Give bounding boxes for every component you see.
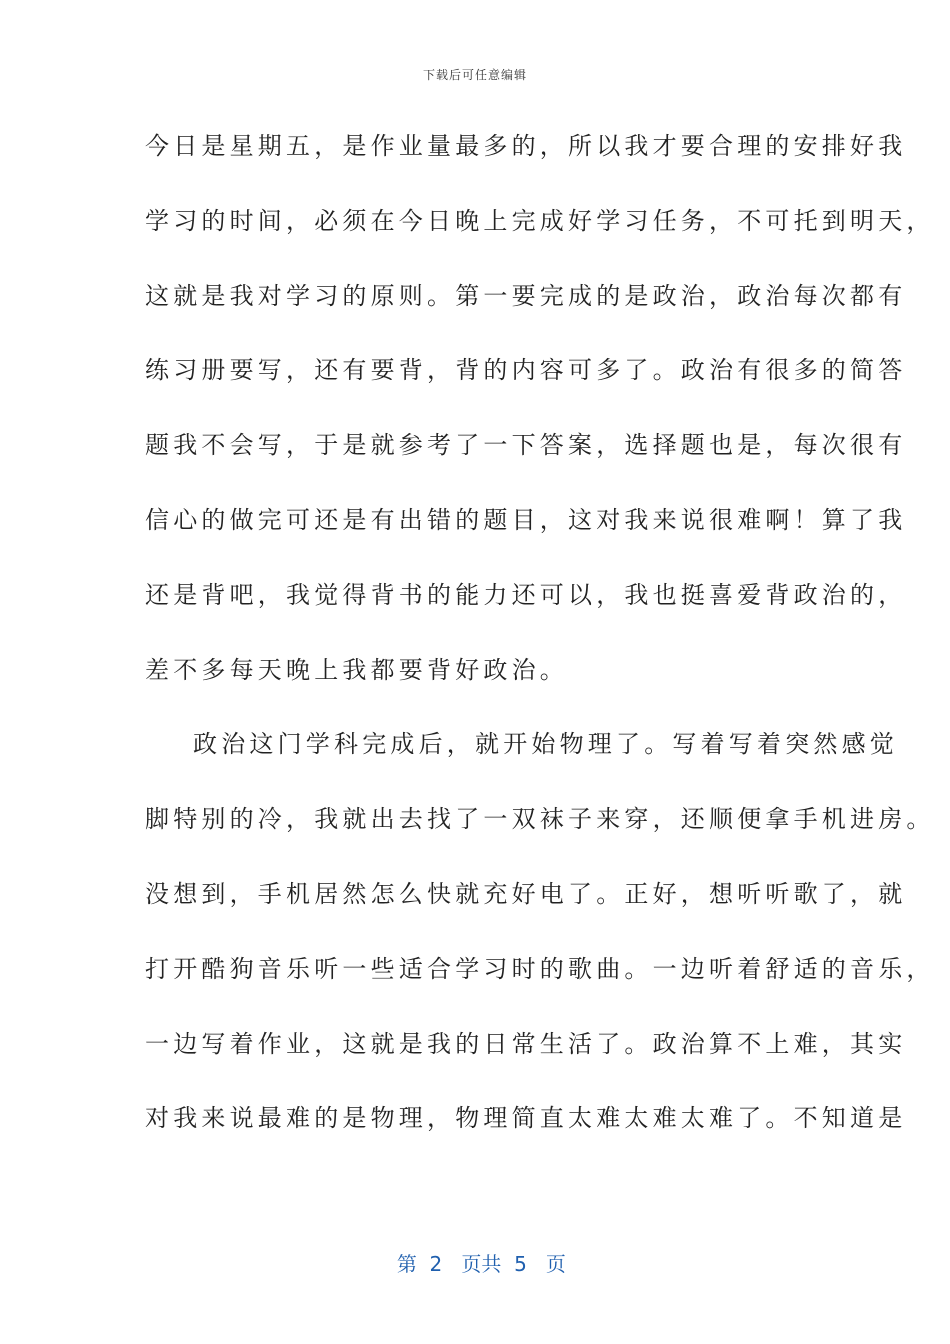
text-line: 信心的做完可还是有出错的题目，这对我来说很难啊！算了我 <box>145 505 907 534</box>
text-line: 还是背吧，我觉得背书的能力还可以，我也挺喜爱背政治的， <box>145 580 907 609</box>
text-line: 对我来说最难的是物理，物理简直太难太难太难了。不知道是 <box>145 1104 907 1133</box>
text-line: 这就是我对学习的原则。第一要完成的是政治，政治每次都有 <box>145 281 907 310</box>
text-line: 打开酷狗音乐听一些适合学习时的歌曲。一边听着舒适的音乐， <box>145 954 935 983</box>
text-line: 今日是星期五，是作业量最多的，所以我才要合理的安排好我 <box>145 132 907 160</box>
document-body <box>145 118 935 1165</box>
text-line: 练习册要写，还有要背，背的内容可多了。政治有很多的简答 <box>145 356 907 385</box>
page-number-label: 第 2 页共 5 页 <box>396 1252 566 1276</box>
page-footer <box>0 1224 950 1277</box>
text-line: 题我不会写，于是就参考了一下答案，选择题也是，每次很有 <box>145 431 907 460</box>
paragraph-2 <box>145 716 935 1165</box>
text-line: 政治这门学科完成后，就开始物理了。写着写着突然感觉 <box>193 730 898 759</box>
text-line: 没想到，手机居然怎么快就充好电了。正好，想听听歌了，就 <box>145 879 907 908</box>
text-line: 学习的时间，必须在今日晚上完成好学习任务，不可托到明天， <box>145 206 935 235</box>
page-header: 下载后可任意编辑 <box>422 68 527 82</box>
text-line: 脚特别的冷，我就出去找了一双袜子来穿，还顺便拿手机进房。 <box>145 805 935 834</box>
text-line: 差不多每天晚上我都要背好政治。 <box>145 655 568 684</box>
paragraph-1 <box>145 118 935 716</box>
text-line: 一边写着作业，这就是我的日常生活了。政治算不上难，其实 <box>145 1029 907 1058</box>
